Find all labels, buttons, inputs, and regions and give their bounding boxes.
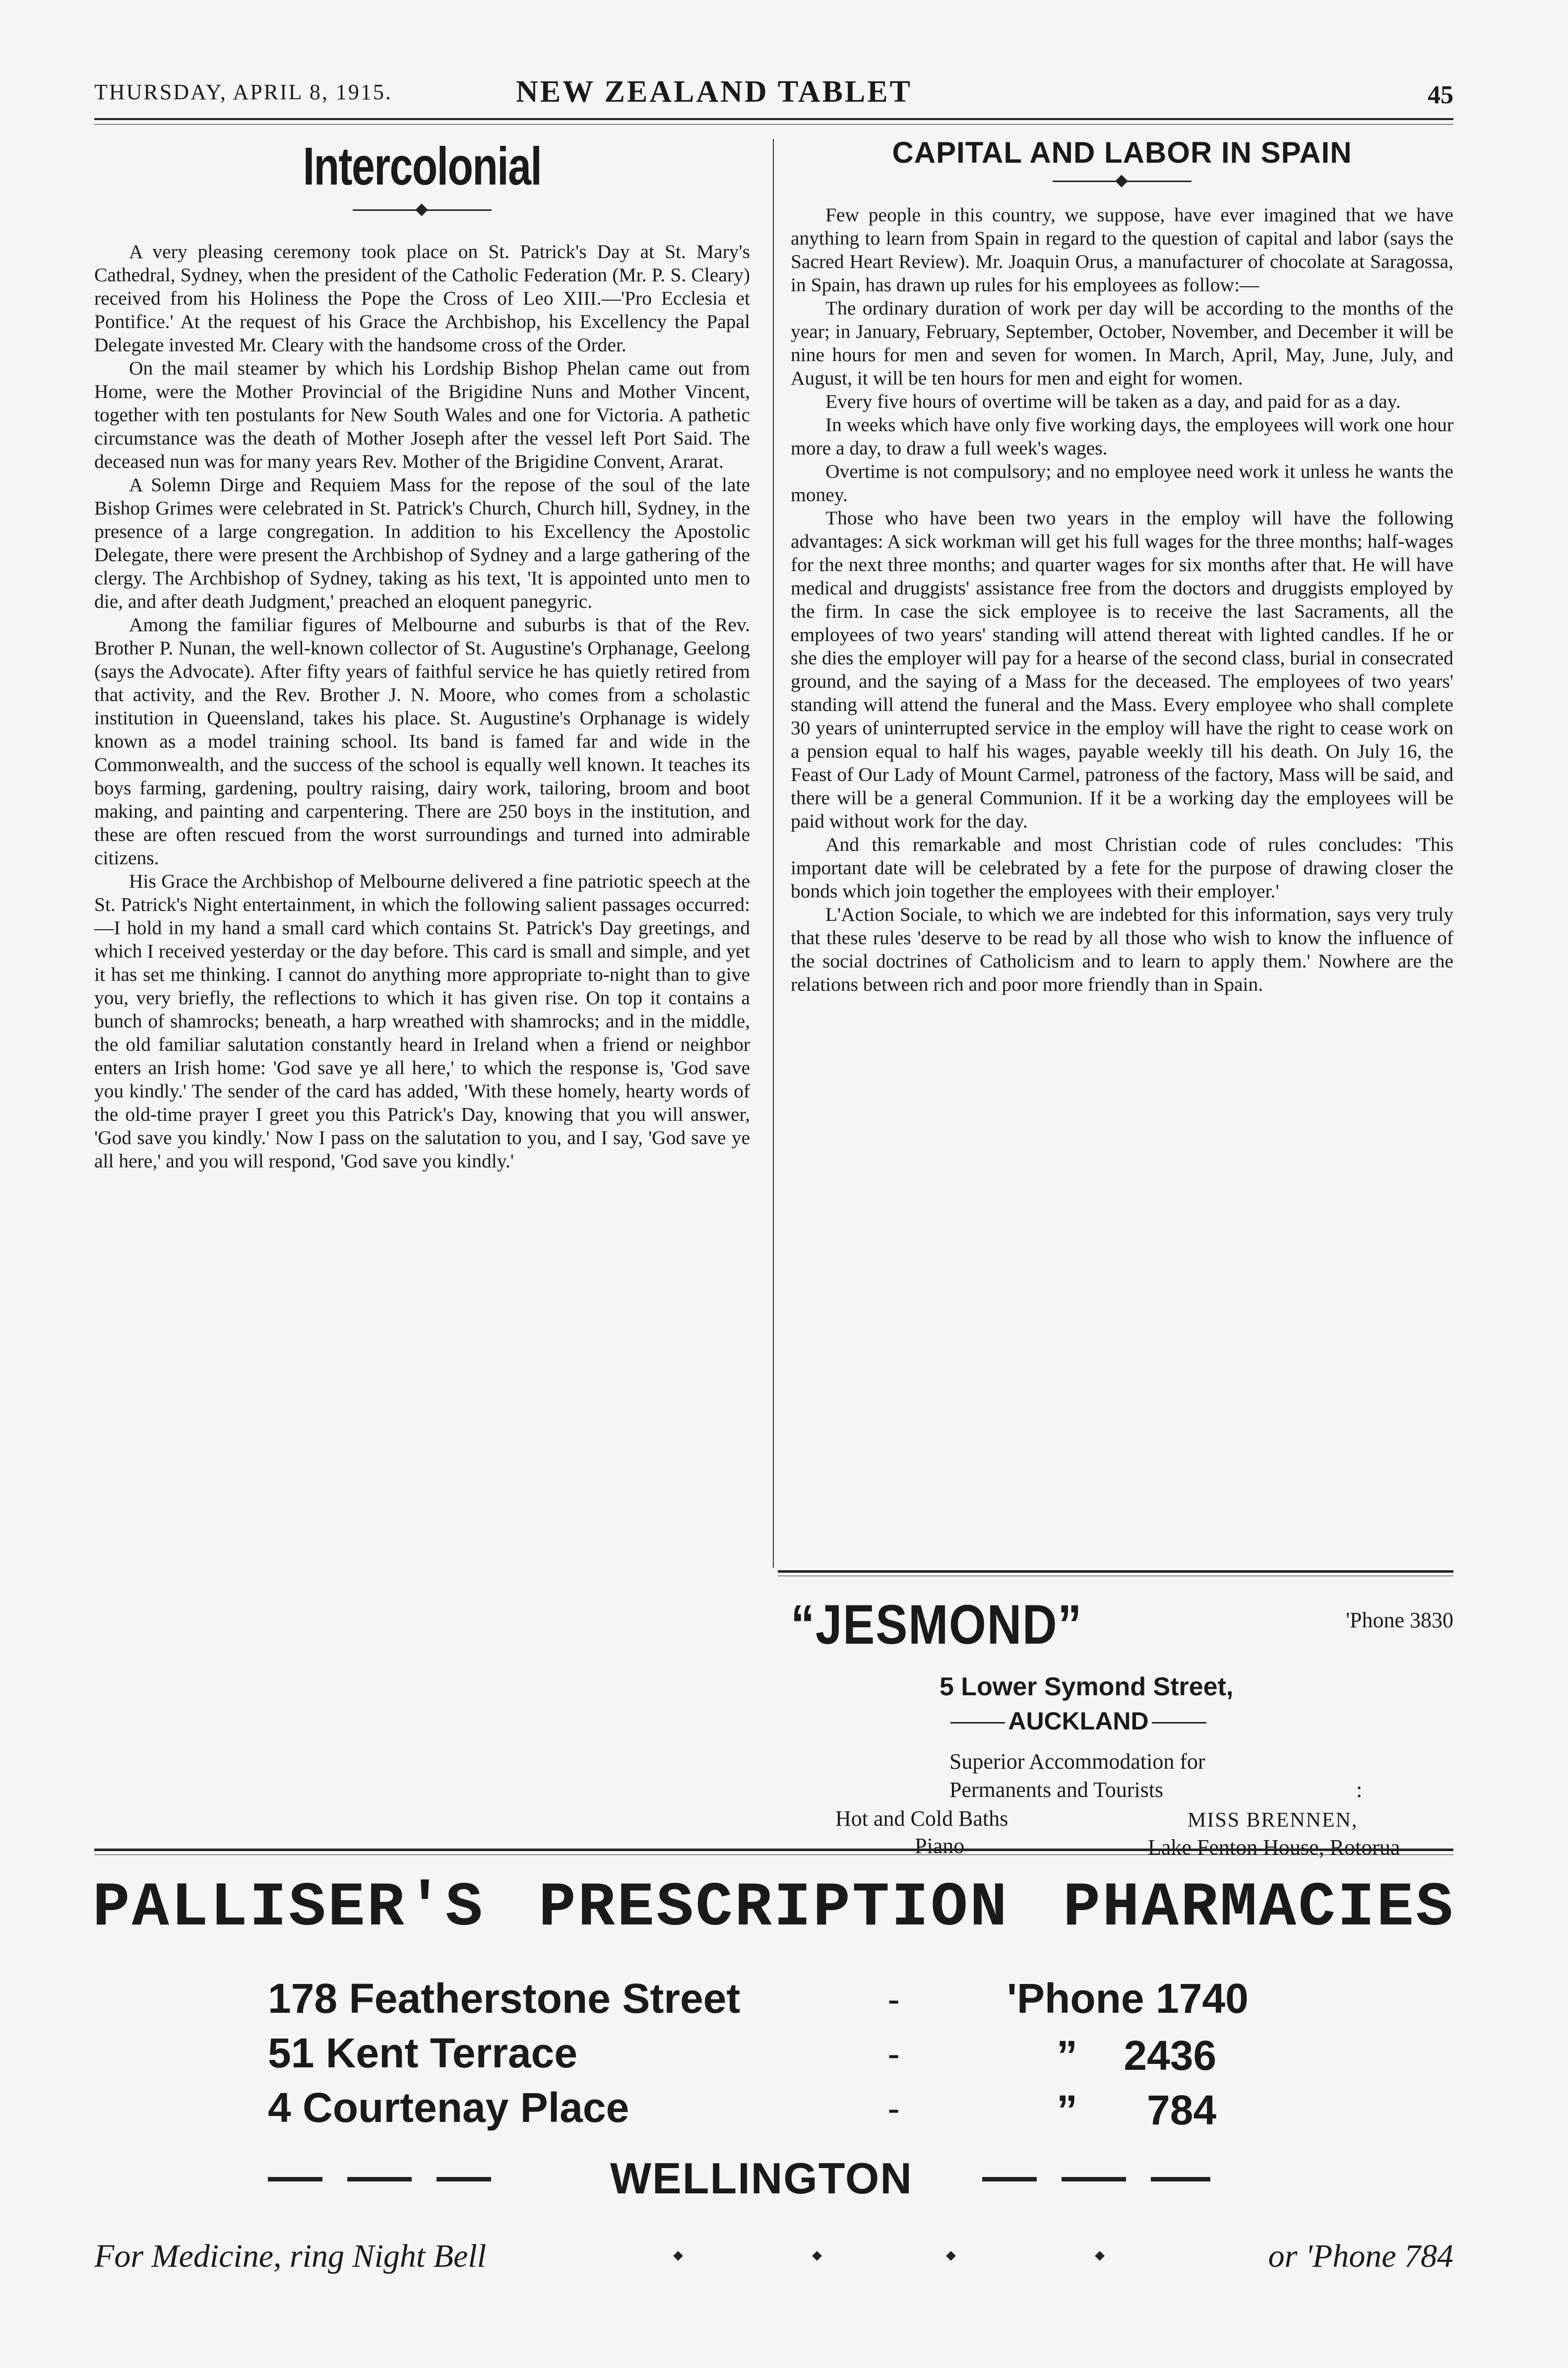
palliser-address: 51 Kent Terrace (268, 2030, 578, 2076)
palliser-night-bell (94, 2238, 1453, 2287)
palliser-title: PALLISER'S PRESCRIPTION PHARMACIES (92, 1873, 1455, 1943)
jesmond-colon: : (1356, 1778, 1363, 1802)
jesmond-proprietor-address: Lake Fenton House, Rotorua (1148, 1835, 1400, 1859)
issue-date: THURSDAY, APRIL 8, 1915. (94, 80, 392, 104)
article-paragraph: His Grace the Archbishop of Melbourne delivered a fine patriotic speech at the St. Patrick's Night entertainment, in which the following salient passages occurred:—I hold in my hand a small card which contains St. Patrick's Day greetings, and which I received yesterday or the day before. This card is small and simple, and yet it has set me thinking. I cannot do anything more appropriate to-night than to give you, very briefly, the reflections to which it has given rise. On top it contains a bunch of shamrocks; beneath, a harp wreathed with shamrocks; and in the middle, the old familiar salutation constantly heard in Ireland when a friend or neighbor enters an Irish home: 'God save ye all here,' to which the response is, 'God save you kindly.' The sender of the card has added, 'With these homely, hearty words of the old-time prayer I greet you this Patrick's Day, knowing that you will answer, 'God save you kindly.' Now I pass on the salutation to you, and I say, 'God save ye all here,' and you will respond, 'God save you kindly.' (94, 870, 750, 1172)
decorative-bar (1062, 2177, 1126, 2181)
decorative-bar (347, 2177, 412, 2181)
header-rule (94, 118, 1453, 120)
jesmond-advert (791, 1583, 1453, 1859)
night-phone-text: or 'Phone 784 (1268, 2238, 1453, 2274)
bullet-icon (673, 2251, 683, 2261)
article-paragraph: Those who have been two years in the employ will have the following advantages: A sick workman will get his full wages for the three months; half-wages for the next three months; and quarter wages for six months after that. He will have medical and druggists' assistance free from the doctors and druggists employed by the firm. In case the sick employee is to receive the last Sacraments, all the employees of two years' standing will attend thereat with lighted candles. If he or she dies the employer will pay for a hearse of the second class, burial in consecrated ground, and the saying of a Mass for the deceased. The employees of two years' standing will attend the funeral and the Mass. Every employee who shall complete 30 years of uninterrupted service in the employ will have the right to cease work on a pension equal to half his wages, payable weekly till his death. On July 16, the Feast of Our Lady of Mount Carmel, patroness of the factory, Mass will be said, and there will be a general Communion. If it be a working day the employees will be paid without work for the day. (791, 507, 1453, 832)
header-rule-thin (94, 124, 1453, 125)
bullet-icon (946, 2251, 956, 2261)
palliser-phone: ” 2436 (1057, 2032, 1217, 2079)
decorative-bar (1151, 2177, 1210, 2181)
palliser-dash: - (888, 1980, 900, 2018)
title-ornament (353, 207, 492, 212)
jesmond-city: AUCKLAND (1008, 1707, 1149, 1735)
article-paragraph: The ordinary duration of work per day will be according to the months of the year; in January, February, September, October, November, and December it will be nine hours for men and seven for women. In March, April, May, June, July, and August, it will be ten hours for men and eight for women. (791, 297, 1453, 389)
jesmond-proprietor: MISS BRENNEN, (1188, 1809, 1358, 1832)
palliser-phone: 'Phone 1740 (1007, 1975, 1249, 2022)
jesmond-name: “JESMOND” (791, 1594, 1083, 1656)
palliser-dash: - (888, 2089, 900, 2127)
article-paragraph: Among the familiar figures of Melbourne and suburbs is that of the Rev. Brother P. Nunan, the well-known collector of St. Augustine's Orphanage, Geelong (says the Advocate). After fifty years of faithful service he has quietly retired from that activity, and the Rev. Brother J. N. Moore, who comes from a scholastic institution in Queensland, takes his place. St. Augustine's Orphanage is widely known as a model training school. Its band is famed far and wide in the Commonwealth, and the success of the school is equally well known. It teaches its boys farming, gardening, poultry raising, dairy work, tailoring, broom and boot making, and painting and carpentering. There are 250 boys in the institution, and these are often rescued from the worst surroundings and turned into admirable citizens. (94, 614, 750, 869)
advert-rule (778, 1570, 1453, 1573)
title-ornament (1053, 179, 1192, 184)
night-bell-text: For Medicine, ring Night Bell (94, 2238, 487, 2274)
article-paragraph: On the mail steamer by which his Lordship Bishop Phelan came out from Home, were the Mother Provincial of the Brigidine Nuns and Mother Vincent, together with ten postulants for New South Wales and one for Victoria. A pathetic circumstance was the death of Mother Joseph after the vessel left Port Said. The deceased nun was for many years Rev. Mother of the Brigidine Convent, Ararat. (94, 357, 750, 472)
article-paragraph: A very pleasing ceremony took place on St. Patrick's Day at St. Mary's Cathedral, Sydney, when the president of the Catholic Federation (Mr. P. S. Cleary) received from his Holiness the Pope the Cross of Leo XIII.—'Pro Ecclesia et Pontifice.' At the request of his Grace the Archbishop, his Excellency the Papal Delegate invested Mr. Cleary with the handsome cross of the Order. (94, 241, 750, 356)
page-number: 45 (1428, 81, 1453, 109)
jesmond-phone: 'Phone 3830 (1346, 1608, 1453, 1632)
bullet-icon (812, 2251, 822, 2261)
jesmond-address: 5 Lower Symond Street, (940, 1672, 1234, 1701)
jesmond-piano: Piano (915, 1834, 965, 1858)
advert-rule (94, 1849, 1453, 1851)
article-paragraph: Few people in this country, we suppose, have ever imagined that we have anything to learn from Spain in regard to the question of capital and labor (says the Sacred Heart Review). Mr. Joaquin Orus, a manufacturer of chocolate at Saragossa, in Spain, has drawn up rules for his employees as follow:— (791, 204, 1453, 296)
page-header (94, 74, 1453, 114)
column-divider (773, 139, 774, 1568)
article-paragraph: L'Action Sociale, to which we are indebted for this information, says very truly that these rules 'deserve to be read by all those who wish to know the influence of the social doctrines of Catholicism and to learn to apply them.' Nowhere are the relations between rich and poor more friendly than in Spain. (791, 903, 1453, 995)
palliser-city: WELLINGTON (610, 2154, 913, 2203)
intercolonial-article (94, 134, 750, 1173)
jesmond-line2: Permanents and Tourists (949, 1778, 1164, 1802)
palliser-phone: ” 784 (1057, 2087, 1217, 2133)
article-paragraph: Overtime is not compulsory; and no employee need work it unless he wants the money. (791, 460, 1453, 506)
decorative-bar (268, 2177, 322, 2181)
article-title: CAPITAL AND LABOR IN SPAIN (892, 136, 1352, 169)
article-paragraph: In weeks which have only five working days, the employees will work one hour more a day, to draw a full week's wages. (791, 414, 1453, 459)
article-paragraph: Every five hours of overtime will be taken as a day, and paid for as a day. (825, 390, 1401, 412)
palliser-address: 178 Featherstone Street (268, 1975, 741, 2022)
decorative-bar (982, 2177, 1037, 2181)
palliser-address: 4 Courtenay Place (268, 2084, 629, 2131)
decorative-bar (437, 2177, 491, 2181)
paper-title: NEW ZEALAND TABLET (516, 75, 912, 109)
article-paragraph: A Solemn Dirge and Requiem Mass for the repose of the soul of the late Bishop Grimes were celebrated in St. Patrick's Church, Church hill, Sydney, in the presence of a large congregation. In addition to his Excellency the Apostolic Delegate, there were present the Archbishop of Sydney and a large gathering of the clergy. The Archbishop of Sydney, taking as his text, 'It is appointed unto men to die, and after death Judgment,' preached an eloquent panegyric. (94, 474, 750, 612)
jesmond-line1: Superior Accommodation for (949, 1749, 1205, 1774)
palliser-dash: - (888, 2035, 900, 2073)
jesmond-baths: Hot and Cold Baths (835, 1806, 1008, 1831)
capital-labor-article (791, 134, 1453, 996)
article-title: Intercolonial (303, 136, 542, 196)
jesmond-city-line (925, 1707, 1232, 1735)
article-paragraph: And this remarkable and most Christian code of rules concludes: 'This important date will be celebrated by a fete for the purpose of drawing closer the bonds which join together the employees with their employer.' (791, 833, 1453, 902)
palliser-city-row (268, 2153, 1260, 2203)
bullet-icon (1095, 2251, 1105, 2261)
